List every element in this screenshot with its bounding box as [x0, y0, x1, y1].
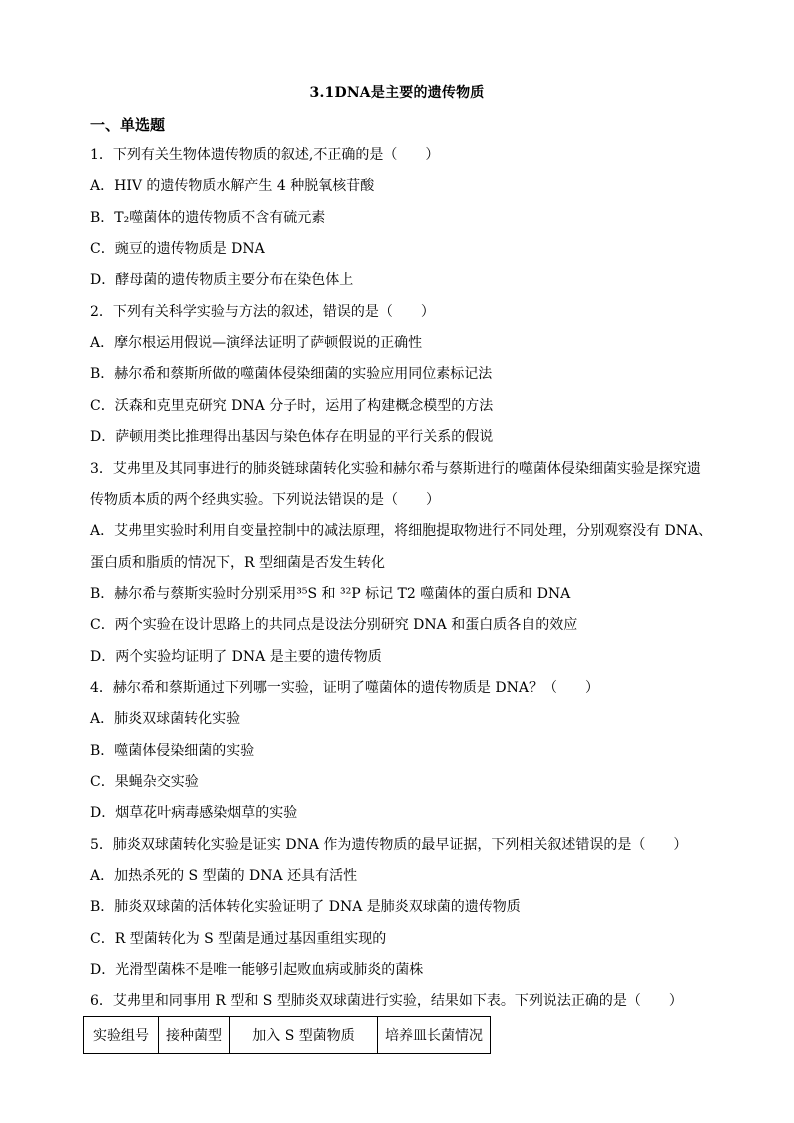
- text-line: B．肺炎双球菌的活体转化实验证明了 DNA 是肺炎双球菌的遗传物质: [90, 899, 521, 915]
- text-line: 传物质本质的两个经典实验。下列说法错误的是（ ）: [90, 492, 440, 508]
- table-header-row: [84, 1017, 491, 1054]
- text-line: C．R 型菌转化为 S 型菌是通过基因重组实现的: [90, 931, 387, 947]
- text-line: C．豌豆的遗传物质是 DNA: [90, 241, 265, 257]
- text-line: A．HIV 的遗传物质水解产生 4 种脱氧核苷酸: [90, 178, 375, 194]
- text-line: D．酵母菌的遗传物质主要分布在染色体上: [90, 272, 354, 288]
- table-header-cell: 接种菌型: [159, 1017, 230, 1054]
- table-header-cell: 加入 S 型菌物质: [230, 1017, 378, 1054]
- section-heading: 一、单选题: [90, 116, 166, 134]
- text-line: B．噬菌体侵染细菌的实验: [90, 743, 255, 759]
- page-title: 3.1DNA是主要的遗传物质: [309, 85, 485, 101]
- experiment-table: [83, 1016, 491, 1054]
- table-header-cell: 实验组号: [84, 1017, 159, 1054]
- text-line: 3．艾弗里及其同事进行的肺炎链球菌转化实验和赫尔希与蔡斯进行的噬菌体侵染细菌实验是探究遗: [90, 461, 701, 477]
- text-line: D．光滑型菌株不是唯一能够引起败血病或肺炎的菌株: [90, 962, 424, 978]
- text-line: D．萨顿用类比推理得出基因与染色体存在明显的平行关系的假说: [90, 429, 494, 445]
- text-line: D．烟草花叶病毒感染烟草的实验: [90, 805, 298, 821]
- text-line: A．肺炎双球菌转化实验: [90, 711, 241, 727]
- text-line: B．赫尔希和蔡斯所做的噬菌体侵染细菌的实验应用同位素标记法: [90, 366, 493, 382]
- text-line: B．T₂噬菌体的遗传物质不含有硫元素: [90, 210, 326, 226]
- text-line: 5．肺炎双球菌转化实验是证实 DNA 作为遗传物质的最早证据，下列相关叙述错误的是（ ）: [90, 837, 688, 853]
- text-line: A．艾弗里实验时利用自变量控制中的减法原理，将细胞提取物进行不同处理，分别观察没有 DNA、: [90, 523, 713, 539]
- text-line: B．赫尔希与蔡斯实验时分别采用³⁵S 和 ³²P 标记 T2 噬菌体的蛋白质和 DNA: [90, 586, 571, 602]
- text-line: C．沃森和克里克研究 DNA 分子时，运用了构建概念模型的方法: [90, 398, 494, 414]
- text-line: C．两个实验在设计思路上的共同点是设法分别研究 DNA 和蛋白质各自的效应: [90, 617, 578, 633]
- text-line: 2．下列有关科学实验与方法的叙述，错误的是（ ）: [90, 304, 435, 320]
- text-line: D．两个实验均证明了 DNA 是主要的遗传物质: [90, 649, 382, 665]
- text-line: 1．下列有关生物体遗传物质的叙述,不正确的是（ ）: [90, 147, 440, 163]
- text-line: 4．赫尔希和蔡斯通过下列哪一实验，证明了噬菌体的遗传物质是 DNA？（ ）: [90, 680, 599, 696]
- text-line: C．果蝇杂交实验: [90, 774, 199, 790]
- text-line: 蛋白质和脂质的情况下，R 型细菌是否发生转化: [90, 555, 385, 571]
- table-header-cell: 培养皿长菌情况: [378, 1017, 491, 1054]
- text-line: A．摩尔根运用假说—演绎法证明了萨顿假说的正确性: [90, 335, 423, 351]
- text-line: 6．艾弗里和同事用 R 型和 S 型肺炎双球菌进行实验，结果如下表。下列说法正确的是（ ）: [90, 993, 683, 1009]
- text-line: A．加热杀死的 S 型菌的 DNA 还具有活性: [90, 868, 358, 884]
